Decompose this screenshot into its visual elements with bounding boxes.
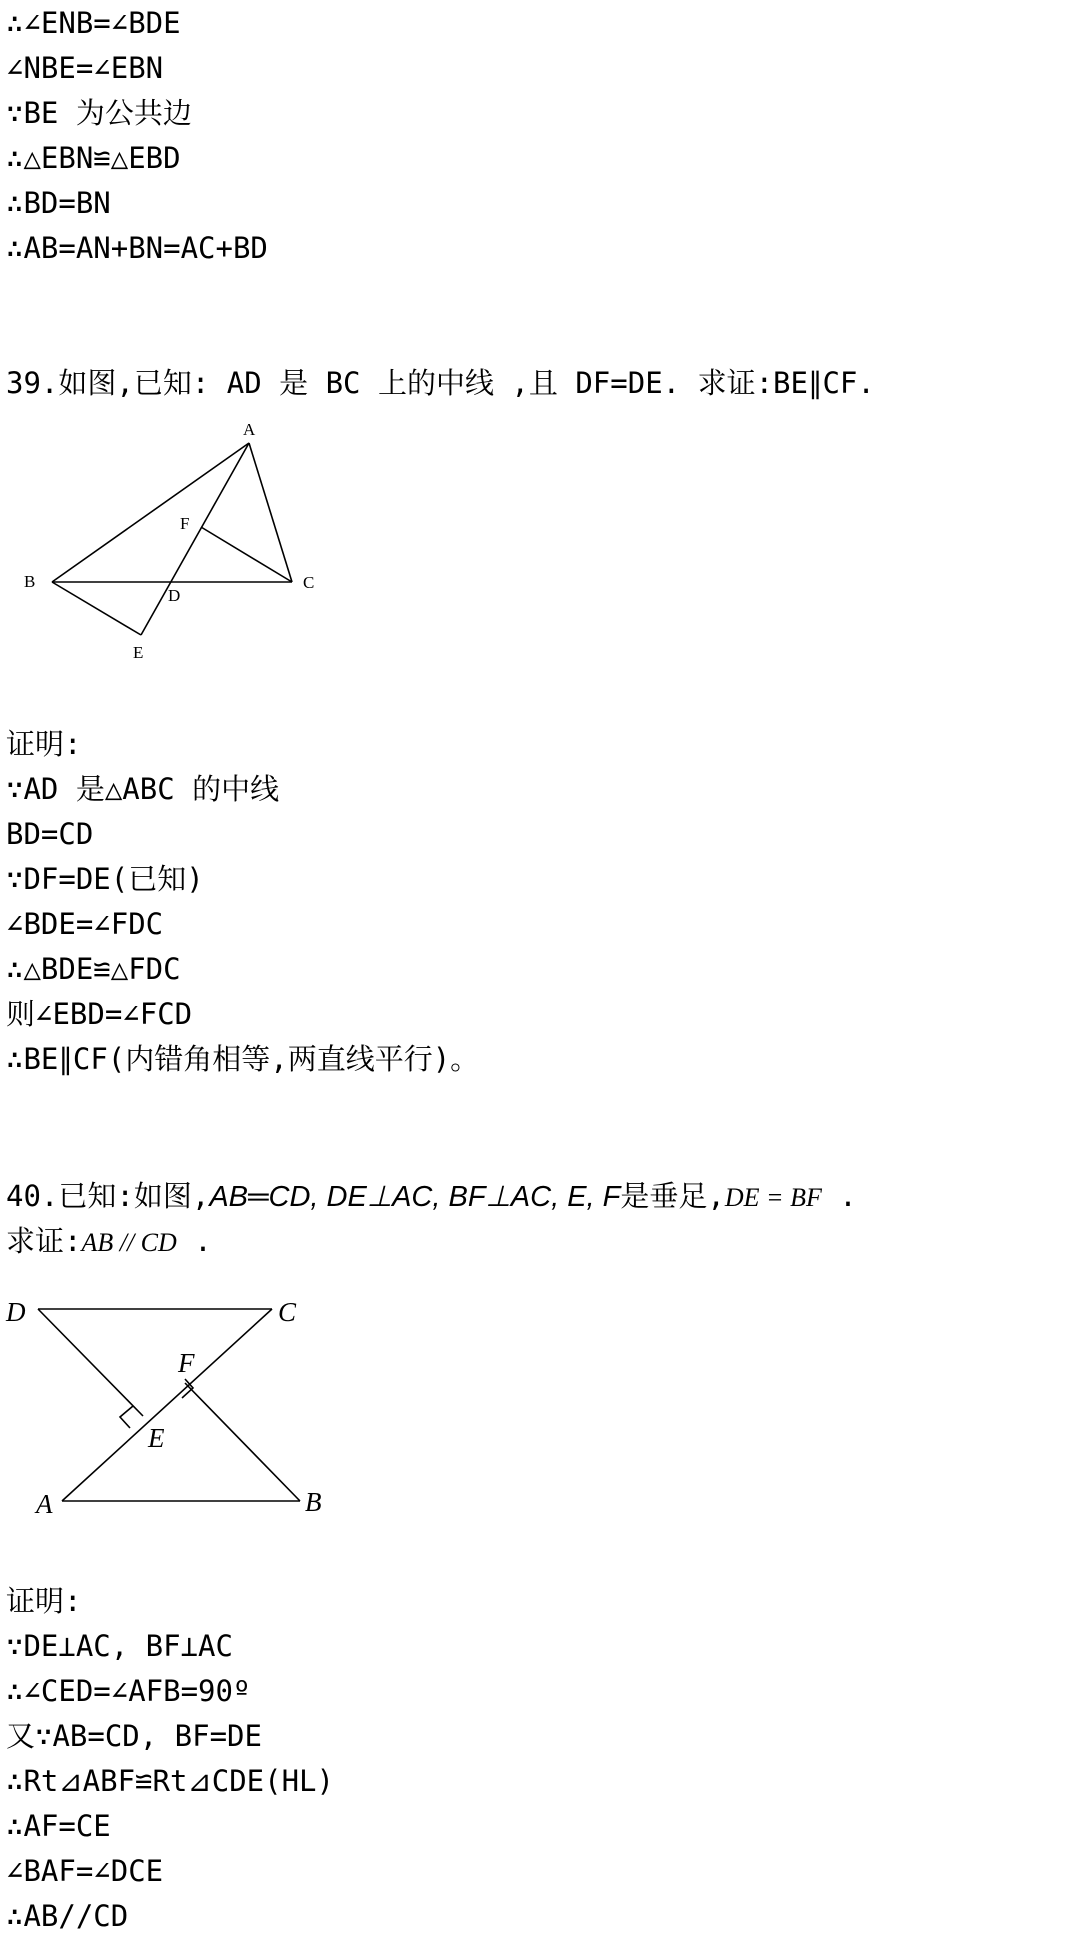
proof-line: ∠BAF=∠DCE	[6, 1854, 164, 1888]
figure-40	[0, 1285, 340, 1525]
proof-line: ∵DF=DE(已知)	[6, 862, 204, 896]
point-label-d: D	[168, 586, 181, 605]
prove-formula: AB // CD	[81, 1228, 177, 1257]
question-prefix: 40.已知:如图,	[6, 1179, 210, 1213]
point-label-f: F	[180, 514, 190, 533]
proof-heading: 证明:	[6, 727, 82, 761]
proof-line: ∴△EBN≌△EBD	[6, 141, 181, 175]
point-label-c: C	[278, 1297, 297, 1327]
question-39: 39.如图,已知: AD 是 BC 上的中线 ,且 DF=DE. 求证:BE∥CF.	[6, 366, 875, 400]
proof-line: ∴AB=AN+BN=AC+BD	[6, 231, 268, 265]
proof-line: ∵BE 为公共边	[6, 96, 192, 130]
segment-ac	[249, 443, 292, 582]
proof-line: ∠NBE=∠EBN	[6, 51, 164, 85]
proof-line: ∴AF=CE	[6, 1809, 111, 1843]
proof-line: ∵DE⊥AC, BF⊥AC	[6, 1629, 233, 1663]
question-end: .	[821, 1179, 857, 1213]
proof-line: ∴△BDE≌△FDC	[6, 952, 181, 986]
point-label-d: D	[6, 1297, 26, 1327]
prove-statement	[6, 1223, 212, 1261]
question-formula: DE = BF	[724, 1183, 822, 1212]
question-40	[6, 1178, 857, 1216]
proof-line: ∴Rt⊿ABF≌Rt⊿CDE(HL)	[6, 1764, 334, 1798]
question-suffix: 是垂足,	[620, 1179, 725, 1213]
proof-line: 则∠EBD=∠FCD	[6, 997, 193, 1031]
proof-line: ∴BD=BN	[6, 186, 111, 220]
point-label-e: E	[133, 643, 144, 662]
proof-line: BD=CD	[6, 817, 94, 851]
segment-de	[38, 1309, 143, 1416]
point-label-a: A	[243, 420, 256, 439]
proof-line: ∴∠ENB=∠BDE	[6, 6, 181, 40]
proof-line: ∴BE∥CF(内错角相等,两直线平行)。	[6, 1042, 480, 1076]
point-label-f: F	[178, 1348, 195, 1378]
proof-line: ∵AD 是△ABC 的中线	[6, 772, 280, 806]
point-label-b: B	[24, 572, 36, 591]
prove-prefix: 求证:	[6, 1224, 82, 1258]
right-angle-mark-e	[120, 1406, 133, 1428]
segment-ae	[141, 443, 249, 635]
proof-line: 又∵AB=CD, BF=DE	[6, 1719, 262, 1753]
point-label-a: A	[36, 1489, 53, 1519]
proof-line: ∴AB//CD	[6, 1899, 129, 1933]
segment-ab	[52, 443, 249, 582]
prove-end: .	[176, 1224, 212, 1258]
proof-heading: 证明:	[6, 1584, 82, 1618]
segment-be	[52, 582, 141, 635]
figure-39	[0, 415, 340, 670]
question-conditions: AB═CD, DE⊥AC, BF⊥AC, E, F	[209, 1181, 621, 1213]
segment-ac	[62, 1309, 272, 1501]
point-label-e: E	[148, 1423, 165, 1453]
proof-line: ∴∠CED=∠AFB=90º	[6, 1674, 251, 1708]
point-label-c: C	[303, 573, 315, 592]
proof-line: ∠BDE=∠FDC	[6, 907, 164, 941]
point-label-b: B	[305, 1487, 322, 1517]
segment-bf	[185, 1383, 300, 1501]
